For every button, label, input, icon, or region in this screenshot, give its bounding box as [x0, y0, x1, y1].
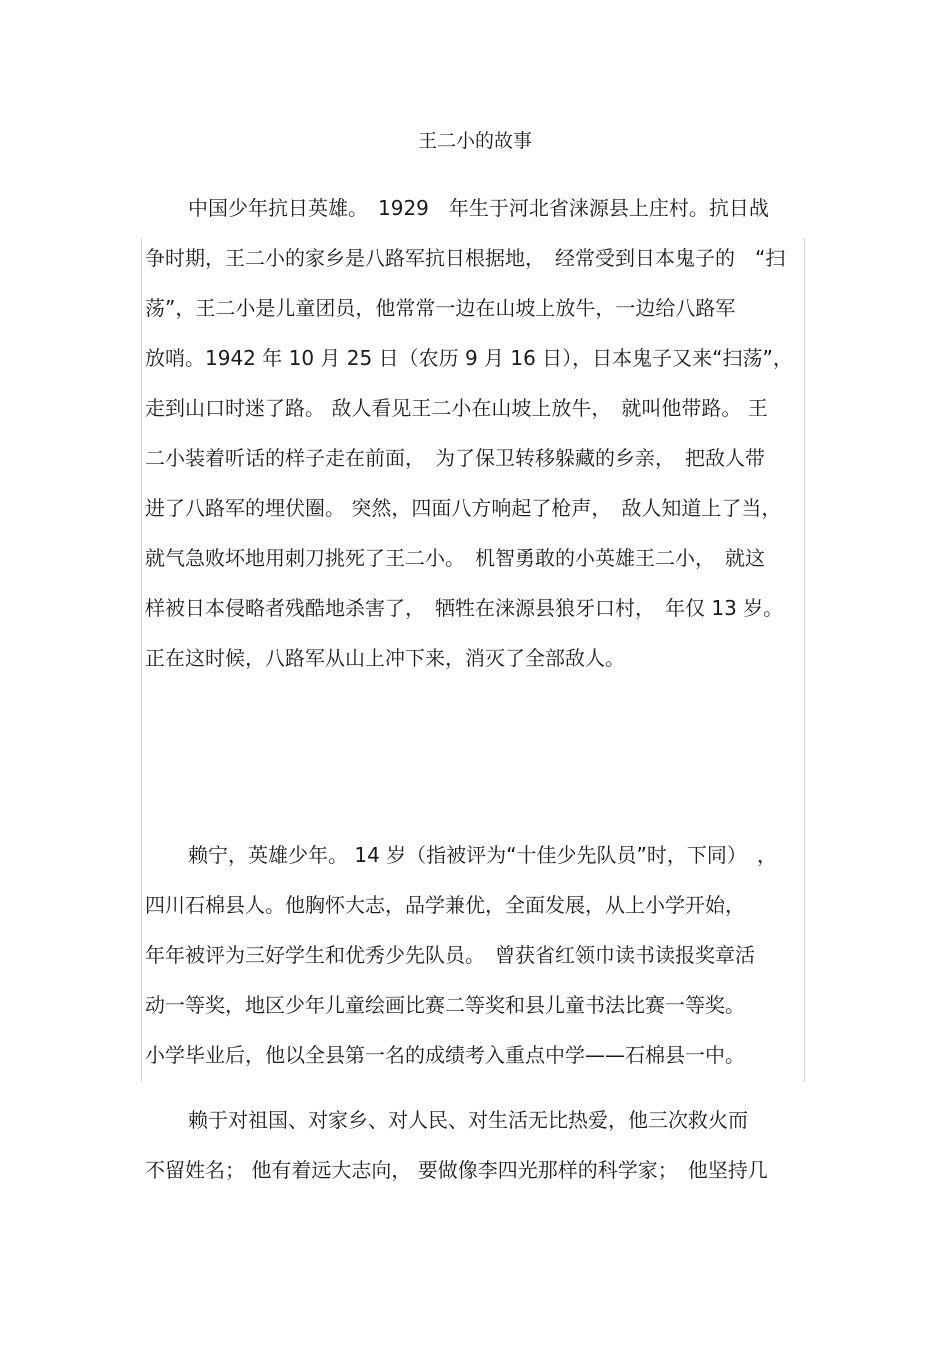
paragraph-1-line-7: 进了八路军的埋伏圈。 突然，四面八方响起了枪声， 敌人知道上了当，: [145, 496, 782, 520]
paragraph-1-line-2: 争时期，王二小的家乡是八路军抗日根据地， 经常受到日本鬼子的 “扫: [145, 246, 786, 270]
paragraph-2-line-2: 四川石棉县人。他胸怀大志，品学兼优，全面发展，从上小学开始，: [145, 893, 745, 917]
paragraph-2-line-5: 小学毕业后，他以全县第一名的成绩考入重点中学——石棉县一中。: [145, 1043, 745, 1067]
paragraph-2-line-3: 年年被评为三好学生和优秀少先队员。 曾获省红领巾读书读报奖章活: [145, 943, 755, 967]
paragraph-3-line-2: 不留姓名； 他有着远大志向， 要做像李四光那样的科学家； 他坚持几: [145, 1158, 768, 1182]
document-title: 王二小的故事: [417, 130, 532, 152]
paragraph-1-line-9: 样被日本侵略者残酷地杀害了， 牺牲在涞源县狼牙口村， 年仅 13 岁。: [145, 596, 784, 620]
paragraph-2-line-1: 赖宁，英雄少年。 14 岁（指被评为“十佳少先队员”时，下同） ，: [188, 843, 777, 867]
paragraph-3-line-1: 赖于对祖国、对家乡、对人民、对生活无比热爱，他三次救火而: [188, 1108, 748, 1132]
paragraph-1-line-8: 就气急败坏地用刺刀挑死了王二小。 机智勇敢的小英雄王二小， 就这: [145, 546, 765, 570]
paragraph-1-line-6: 二小装着听话的样子走在前面， 为了保卫转移躲藏的乡亲， 把敌人带: [145, 446, 765, 470]
paragraph-1-line-1: 中国少年抗日英雄。 1929 年生于河北省涞源县上庄村。抗日战: [188, 196, 769, 220]
paragraph-2-line-4: 动一等奖，地区少年儿童绘画比赛二等奖和县儿童书法比赛一等奖。: [145, 993, 745, 1017]
paragraph-1-line-5: 走到山口时迷了路。 敌人看见王二小在山坡上放牛， 就叫他带路。 王: [145, 396, 768, 420]
paragraph-1-line-4: 放哨。1942 年 10 月 25 日（农历 9 月 16 日），日本鬼子又来“扫荡”，: [145, 346, 793, 370]
paragraph-1-line-10: 正在这时候，八路军从山上冲下来，消灭了全部敌人。: [145, 646, 625, 670]
paragraph-1-line-3: 荡”，王二小是儿童团员，他常常一边在山坡上放牛，一边给八路军: [145, 296, 736, 320]
